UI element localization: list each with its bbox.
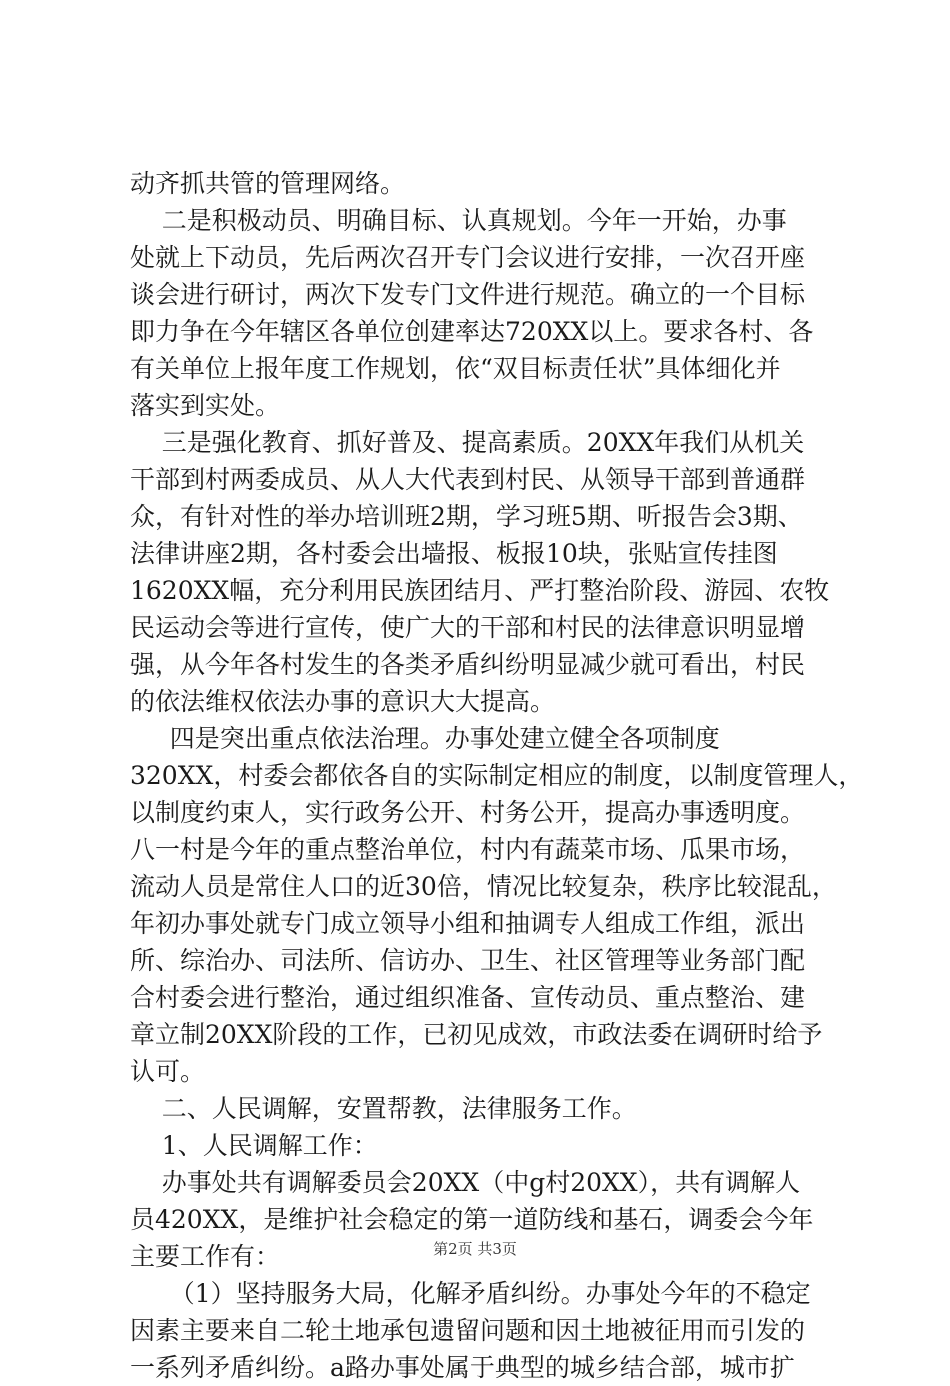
text-line: 因素主要来自二轮土地承包遗留问题和因土地被征用而引发的 <box>130 1316 806 1345</box>
page-footer: 第2页 共3页 <box>433 1240 517 1258</box>
text-line: （1）坚持服务大局，化解矛盾纠纷。办事处今年的不稳定 <box>130 1279 811 1308</box>
text-line: 以制度约束人，实行政务公开、村务公开，提高办事透明度。 <box>130 798 806 827</box>
text-line: 动齐抓共管的管理网络。 <box>130 169 406 198</box>
text-line: 四是突出重点依法治理。办事处建立健全各项制度 <box>130 724 720 753</box>
text-line: 员420XX，是维护社会稳定的第一道防线和基石，调委会今年 <box>130 1205 814 1234</box>
text-line: 合村委会进行整治，通过组织准备、宣传动员、重点整治、建 <box>130 983 806 1012</box>
text-line: 落实到实处。 <box>130 391 281 420</box>
text-line: 二、人民调解，安置帮教，法律服务工作。 <box>130 1094 637 1123</box>
text-line: 干部到村两委成员、从人大代表到村民、从领导干部到普通群 <box>130 465 806 494</box>
text-line: 二是积极动员、明确目标、认真规划。今年一开始，办事 <box>130 206 787 235</box>
text-line: 认可。 <box>130 1057 206 1086</box>
text-line: 的依法维权依法办事的意识大大提高。 <box>130 687 556 716</box>
text-line: 1620XX幅，充分利用民族团结月、严打整治阶段、游园、农牧 <box>130 576 830 605</box>
text-line: 强，从今年各村发生的各类矛盾纠纷明显减少就可看出，村民 <box>130 650 806 679</box>
text-line: 有关单位上报年度工作规划，依“双目标责任状”具体细化并 <box>130 354 781 383</box>
text-line: 即力争在今年辖区各单位创建率达720XX以上。要求各村、各 <box>130 317 814 346</box>
text-line: 一系列矛盾纠纷。a路办事处属于典型的城乡结合部，城市扩 <box>130 1353 795 1382</box>
text-line: 民运动会等进行宣传，使广大的干部和村民的法律意识明显增 <box>130 613 806 642</box>
text-line: 众，有针对性的举办培训班2期，学习班5期、听报告会3期、 <box>130 502 803 531</box>
text-line: 处就上下动员，先后两次召开专门会议进行安排，一次召开座 <box>130 243 806 272</box>
text-line: 流动人员是常住人口的近30倍，情况比较复杂，秩序比较混乱， <box>130 872 837 901</box>
text-line: 谈会进行研讨，两次下发专门文件进行规范。确立的一个目标 <box>130 280 806 309</box>
text-line: 办事处共有调解委员会20XX（中g村20XX），共有调解人 <box>130 1168 801 1197</box>
text-line: 三是强化教育、抓好普及、提高素质。20XX年我们从机关 <box>130 428 805 457</box>
text-line: 八一村是今年的重点整治单位，村内有蔬菜市场、瓜果市场， <box>130 835 806 864</box>
text-line: 年初办事处就专门成立领导小组和抽调专人组成工作组，派出 <box>130 909 806 938</box>
document-body <box>130 165 864 1386</box>
text-line: 主要工作有： <box>130 1242 281 1271</box>
text-line: 1、人民调解工作： <box>130 1131 378 1160</box>
text-line: 320XX，村委会都依各自的实际制定相应的制度，以制度管理人， <box>130 761 864 790</box>
text-line: 所、综治办、司法所、信访办、卫生、社区管理等业务部门配 <box>130 946 806 975</box>
text-line: 章立制20XX阶段的工作，已初见成效，市政法委在调研时给予 <box>130 1020 823 1049</box>
text-line: 法律讲座2期，各村委会出墙报、板报10块，张贴宣传挂图 <box>130 539 778 568</box>
